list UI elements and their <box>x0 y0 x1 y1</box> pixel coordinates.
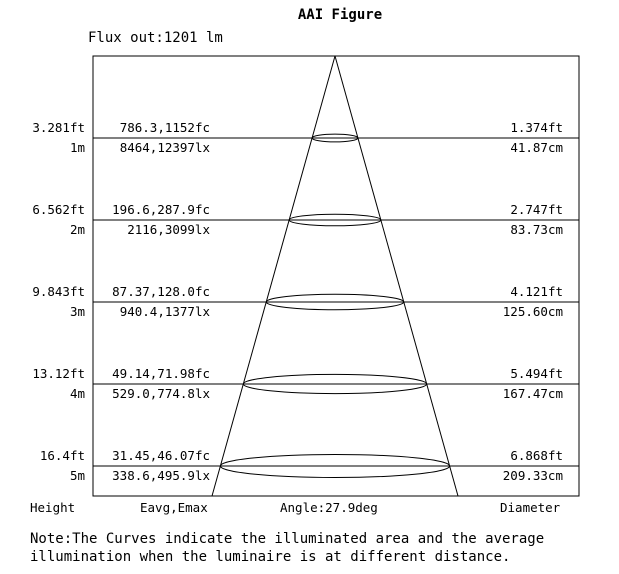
footer-angle: Angle:27.9deg <box>280 500 378 515</box>
illuminance-lx: 2116,3099lx <box>127 222 210 237</box>
height-ft: 9.843ft <box>32 284 85 299</box>
beam-cone <box>212 56 458 496</box>
illuminance-lx: 8464,12397lx <box>119 140 210 155</box>
height-m: 4m <box>69 386 85 401</box>
diameter-ft: 4.121ft <box>510 284 563 299</box>
height-ft: 13.12ft <box>32 366 85 381</box>
illuminance-fc: 49.14,71.98fc <box>112 366 210 381</box>
footer-diameter: Diameter <box>500 500 561 515</box>
illuminance-lx: 338.6,495.9lx <box>112 468 210 483</box>
height-ft: 6.562ft <box>32 202 85 217</box>
cone-edge-left <box>212 56 335 496</box>
diameter-cm: 83.73cm <box>510 222 563 237</box>
height-ft: 16.4ft <box>39 448 85 463</box>
height-m: 3m <box>69 304 85 319</box>
note-line-1: Note:The Curves indicate the illuminated area and the average <box>30 531 545 547</box>
figure-title: AAI Figure <box>297 7 383 23</box>
footer-eavg: Eavg,Emax <box>140 500 208 515</box>
diameter-ft: 6.868ft <box>510 448 563 463</box>
note <box>30 530 610 566</box>
illuminance-fc: 196.6,287.9fc <box>112 202 210 217</box>
diameter-ft: 5.494ft <box>510 366 563 381</box>
diameter-cm: 125.60cm <box>502 304 563 319</box>
height-m: 1m <box>69 140 85 155</box>
illuminance-lx: 940.4,1377lx <box>119 304 210 319</box>
illuminance-fc: 31.45,46.07fc <box>112 448 210 463</box>
cone-edge-right <box>335 56 458 496</box>
note-line-2: illumination when the luminaire is at different distance. <box>30 549 511 565</box>
diameter-ft: 1.374ft <box>510 120 563 135</box>
diameter-cm: 167.47cm <box>502 386 563 401</box>
diameter-ft: 2.747ft <box>510 202 563 217</box>
diameter-cm: 209.33cm <box>502 468 563 483</box>
height-m: 5m <box>69 468 85 483</box>
illuminance-fc: 87.37,128.0fc <box>112 284 210 299</box>
height-ft: 3.281ft <box>32 120 85 135</box>
illuminance-lx: 529.0,774.8lx <box>112 386 210 401</box>
illuminance-fc: 786.3,1152fc <box>119 120 210 135</box>
diameter-cm: 41.87cm <box>510 140 563 155</box>
flux-output: Flux out:1201 lm <box>88 30 223 46</box>
footer-height: Height <box>30 500 76 515</box>
distance-rows <box>32 120 579 483</box>
height-m: 2m <box>69 222 85 237</box>
